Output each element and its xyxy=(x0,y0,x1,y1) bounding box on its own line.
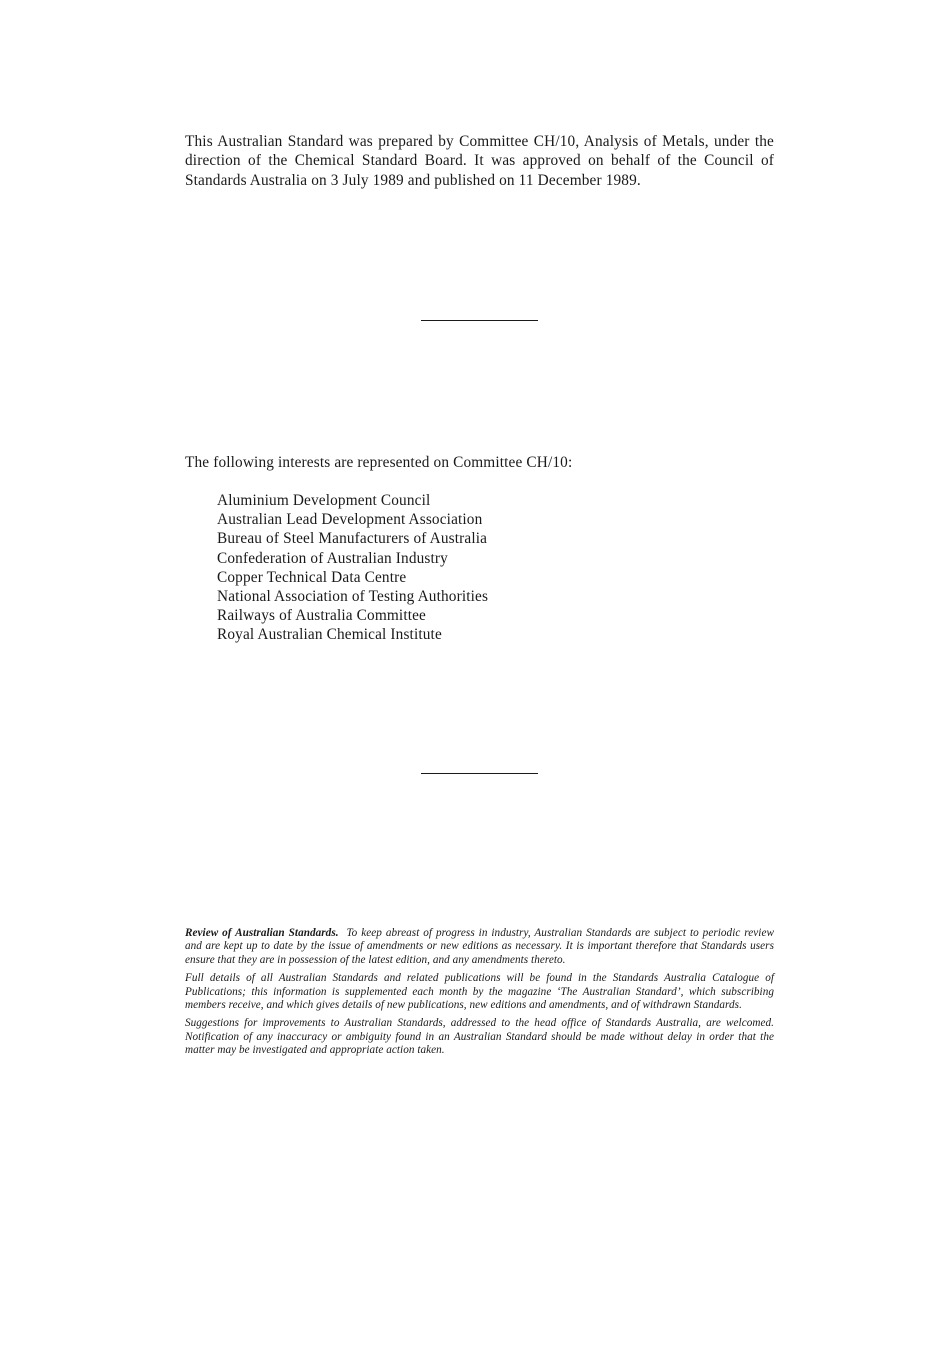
list-item: Railways of Australia Committee xyxy=(217,607,426,625)
list-item: Bureau of Steel Manufacturers of Australia xyxy=(217,530,488,548)
list-item: Australian Lead Development Association xyxy=(217,511,483,529)
interests-intro: The following interests are represented on Committee CH/10: xyxy=(185,454,573,471)
standards-notes xyxy=(185,927,774,1063)
review-heading: Review of Australian Standards. xyxy=(185,927,339,939)
approval-statement: This Australian Standard was prepared by Committee CH/10, Analysis of Metals, under the direction of the Chemical Standard Board. It was approved on behalf of the Council of Standards Australia on 3 July 1989 and published on 11 December 1989. xyxy=(185,133,774,189)
review-text: To keep abreast of progress in industry, Australian Standards are subject to periodic review and are kept up to date by the issue of amendments or new editions as necessary. It is important therefore that Standards users ensure that they are in possession of the latest edition, and any amendments thereto. xyxy=(185,927,774,966)
interests-list xyxy=(217,491,488,645)
list-item: Aluminium Development Council xyxy=(217,492,431,509)
list-item: Confederation of Australian Industry xyxy=(217,549,448,567)
list-item: Royal Australian Chemical Institute xyxy=(217,626,442,644)
divider-rule xyxy=(421,773,538,774)
divider-rule xyxy=(421,320,538,321)
review-note xyxy=(185,927,774,967)
list-item: Copper Technical Data Centre xyxy=(217,568,407,586)
suggestions-note: Suggestions for improvements to Australian Standards, addressed to the head office of Standards Australia, are welcomed. Notification of any inaccuracy or ambiguity found in an Australian Standard should be made without delay in order that the matter may be investigated and appropriate action taken. xyxy=(185,1017,774,1057)
list-item: National Association of Testing Authorities xyxy=(217,588,489,606)
details-note: Full details of all Australian Standards and related publications will be found in the Standards Australia Catalogue of Publications; this information is supplemented each month by the magazine ‘The Australian Standard’, which subscribing members receive, and which gives details of new publications, new editions and amendments, and of withdrawn Standards. xyxy=(185,972,774,1012)
